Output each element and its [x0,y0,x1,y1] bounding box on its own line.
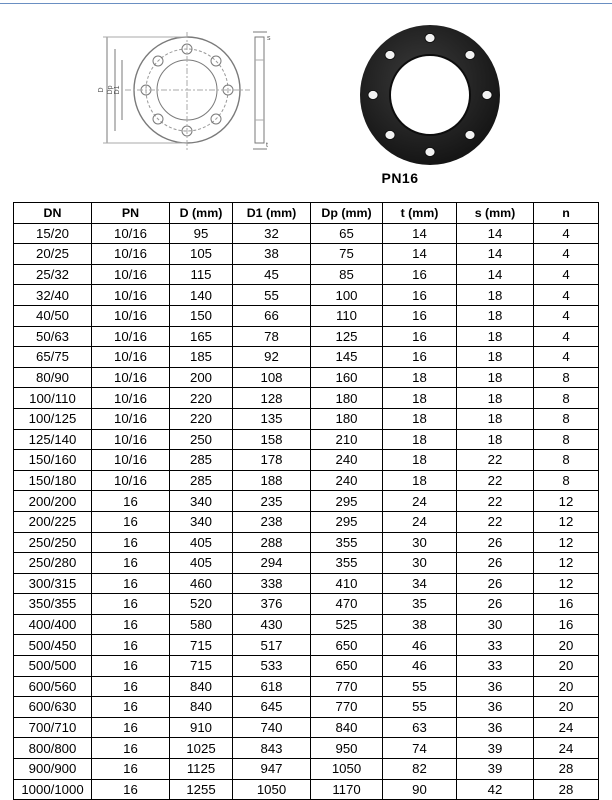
table-cell: 63 [383,717,457,738]
table-cell: 16 [92,614,170,635]
table-cell: 38 [383,614,457,635]
table-cell: 125 [311,326,383,347]
table-cell: 18 [457,408,534,429]
table-cell: 90 [383,779,457,800]
table-cell: 55 [233,285,311,306]
table-cell: 16 [383,326,457,347]
table-cell: 16 [92,532,170,553]
table-cell: 30 [383,532,457,553]
table-cell: 470 [311,594,383,615]
table-row [14,532,599,553]
table-cell: 250/250 [14,532,92,553]
table-cell: 910 [170,717,233,738]
table-cell: 20 [534,656,599,677]
table-cell: 158 [233,429,311,450]
table-cell: 26 [457,532,534,553]
table-cell: 10/16 [92,470,170,491]
flange-side-view [253,32,267,149]
table-row [14,573,599,594]
table-cell: 8 [534,367,599,388]
column-header-dp: Dp (mm) [311,203,383,224]
table-cell: 18 [383,429,457,450]
table-cell: 580 [170,614,233,635]
table-cell: 618 [233,676,311,697]
table-cell: 235 [233,491,311,512]
table-cell: 400/400 [14,614,92,635]
table-cell: 45 [233,264,311,285]
column-header-s: s (mm) [457,203,534,224]
table-cell: 82 [383,759,457,780]
table-cell: 16 [92,779,170,800]
table-cell: 36 [457,717,534,738]
table-cell: 18 [457,285,534,306]
table-cell: 185 [170,347,233,368]
table-cell: 8 [534,450,599,471]
table-cell: 39 [457,759,534,780]
table-cell: 12 [534,553,599,574]
table-cell: 28 [534,779,599,800]
table-cell: 8 [534,470,599,491]
table-cell: 517 [233,635,311,656]
table-cell: 10/16 [92,244,170,265]
table-cell: 32/40 [14,285,92,306]
table-cell: 12 [534,511,599,532]
table-cell: 10/16 [92,285,170,306]
table-cell: 715 [170,656,233,677]
table-cell: 178 [233,450,311,471]
top-rule [0,3,612,4]
table-row [14,491,599,512]
table-cell: 16 [534,594,599,615]
table-cell: 110 [311,305,383,326]
flange-technical-drawing [95,28,285,158]
table-cell: 22 [457,511,534,532]
table-cell: 65 [311,223,383,244]
table-cell: 18 [457,347,534,368]
table-cell: 210 [311,429,383,450]
table-cell: 34 [383,573,457,594]
table-cell: 26 [457,573,534,594]
table-cell: 24 [383,511,457,532]
table-cell: 115 [170,264,233,285]
column-header-n: n [534,203,599,224]
table-cell: 140 [170,285,233,306]
table-cell: 24 [383,491,457,512]
table-cell: 430 [233,614,311,635]
table-cell: 78 [233,326,311,347]
table-cell: 24 [534,738,599,759]
table-row [14,738,599,759]
flange-dimensions-table [13,202,599,800]
table-row [14,285,599,306]
table-cell: 220 [170,388,233,409]
table-cell: 18 [457,305,534,326]
table-cell: 66 [233,305,311,326]
table-cell: 20 [534,635,599,656]
table-cell: 16 [534,614,599,635]
table-row [14,264,599,285]
table-cell: 1170 [311,779,383,800]
table-cell: 18 [457,367,534,388]
table-cell: 1050 [233,779,311,800]
table-row [14,367,599,388]
table-header-row [14,203,599,224]
table-cell: 405 [170,532,233,553]
table-cell: 4 [534,305,599,326]
table-cell: 220 [170,408,233,429]
flange-photo-icon [355,20,505,170]
table-cell: 1025 [170,738,233,759]
column-header-t: t (mm) [383,203,457,224]
table-cell: 16 [92,676,170,697]
table-row [14,450,599,471]
table-cell: 240 [311,470,383,491]
table-cell: 80/90 [14,367,92,388]
table-cell: 16 [383,305,457,326]
table-cell: 1050 [311,759,383,780]
dimension-label-d1: D1 [114,85,121,95]
table-cell: 16 [92,635,170,656]
table-cell: 238 [233,511,311,532]
table-cell: 715 [170,635,233,656]
table-cell: 650 [311,635,383,656]
table-cell: 340 [170,511,233,532]
table-cell: 180 [311,388,383,409]
table-cell: 16 [92,553,170,574]
table-cell: 46 [383,635,457,656]
table-cell: 4 [534,244,599,265]
table-row [14,305,599,326]
table-cell: 39 [457,738,534,759]
table-cell: 18 [383,470,457,491]
table-cell: 338 [233,573,311,594]
table-cell: 85 [311,264,383,285]
table-row [14,779,599,800]
table-cell: 14 [383,244,457,265]
table-cell: 18 [383,367,457,388]
table-cell: 24 [534,717,599,738]
table-cell: 405 [170,553,233,574]
table-cell: 500/500 [14,656,92,677]
table-cell: 10/16 [92,223,170,244]
table-cell: 16 [383,285,457,306]
table-cell: 645 [233,697,311,718]
table-cell: 33 [457,635,534,656]
table-cell: 10/16 [92,367,170,388]
table-cell: 188 [233,470,311,491]
table-cell: 145 [311,347,383,368]
table-cell: 105 [170,244,233,265]
table-cell: 295 [311,491,383,512]
table-cell: 10/16 [92,408,170,429]
table-cell: 16 [383,347,457,368]
table-cell: 200/200 [14,491,92,512]
table-cell: 14 [383,223,457,244]
table-cell: 55 [383,676,457,697]
table-cell: 250/280 [14,553,92,574]
table-row [14,470,599,491]
table-cell: 355 [311,553,383,574]
table-cell: 33 [457,656,534,677]
table-cell: 28 [534,759,599,780]
table-cell: 600/630 [14,697,92,718]
table-row [14,408,599,429]
table-cell: 150 [170,305,233,326]
table-cell: 18 [457,388,534,409]
table-cell: 500/450 [14,635,92,656]
table-cell: 10/16 [92,450,170,471]
table-cell: 16 [92,717,170,738]
table-cell: 128 [233,388,311,409]
table-cell: 74 [383,738,457,759]
table-cell: 4 [534,347,599,368]
side-label-t: t [266,142,268,149]
table-cell: 14 [457,244,534,265]
table-cell: 294 [233,553,311,574]
table-cell: 12 [534,491,599,512]
table-cell: 22 [457,470,534,491]
column-header-d: D (mm) [170,203,233,224]
table-cell: 350/355 [14,594,92,615]
table-body [14,223,599,800]
table-cell: 8 [534,408,599,429]
table-cell: 40/50 [14,305,92,326]
table-cell: 180 [311,408,383,429]
column-header-pn: PN [92,203,170,224]
table-cell: 18 [383,408,457,429]
table-row [14,511,599,532]
table-cell: 16 [92,738,170,759]
table-cell: 12 [534,573,599,594]
table-cell: 295 [311,511,383,532]
table-cell: 32 [233,223,311,244]
dimension-label-dp: Dp [107,85,114,95]
table-cell: 95 [170,223,233,244]
table-row [14,347,599,368]
table-cell: 300/315 [14,573,92,594]
table-cell: 20/25 [14,244,92,265]
table-cell: 8 [534,388,599,409]
table-cell: 16 [92,573,170,594]
table-cell: 650 [311,656,383,677]
table-cell: 16 [92,491,170,512]
table-row [14,326,599,347]
table-cell: 250 [170,429,233,450]
table-cell: 10/16 [92,388,170,409]
table-row [14,635,599,656]
table-cell: 26 [457,553,534,574]
table-cell: 18 [457,429,534,450]
table-cell: 600/560 [14,676,92,697]
table-cell: 770 [311,697,383,718]
table-cell: 18 [383,450,457,471]
table-cell: 150/160 [14,450,92,471]
table-cell: 800/800 [14,738,92,759]
table-row [14,614,599,635]
table-cell: 160 [311,367,383,388]
table-cell: 288 [233,532,311,553]
column-header-d1: D1 (mm) [233,203,311,224]
table-cell: 16 [92,697,170,718]
table-cell: 36 [457,697,534,718]
table-cell: 4 [534,223,599,244]
table-cell: 42 [457,779,534,800]
table-cell: 843 [233,738,311,759]
table-cell: 65/75 [14,347,92,368]
table-cell: 200/225 [14,511,92,532]
table-cell: 20 [534,676,599,697]
table-cell: 460 [170,573,233,594]
table-cell: 840 [170,676,233,697]
table-cell: 150/180 [14,470,92,491]
table-cell: 355 [311,532,383,553]
table-cell: 900/900 [14,759,92,780]
table-cell: 8 [534,429,599,450]
table-cell: 15/20 [14,223,92,244]
table-cell: 16 [92,759,170,780]
table-cell: 46 [383,656,457,677]
table-cell: 50/63 [14,326,92,347]
table-cell: 240 [311,450,383,471]
table-row [14,223,599,244]
table-cell: 1125 [170,759,233,780]
table-cell: 36 [457,676,534,697]
table-cell: 10/16 [92,264,170,285]
dimension-label-d: D [98,87,105,93]
flange-front-view [103,32,250,150]
table-cell: 16 [92,511,170,532]
table-cell: 520 [170,594,233,615]
cut-off-text-remnant [14,771,194,777]
table-cell: 950 [311,738,383,759]
table-row [14,553,599,574]
table-cell: 100 [311,285,383,306]
table-cell: 740 [233,717,311,738]
table-cell: 200 [170,367,233,388]
table-cell: 38 [233,244,311,265]
table-cell: 840 [311,717,383,738]
table-row [14,717,599,738]
table-cell: 16 [92,656,170,677]
table-cell: 26 [457,594,534,615]
table-row [14,697,599,718]
table-cell: 4 [534,326,599,347]
table-cell: 30 [457,614,534,635]
table-cell: 165 [170,326,233,347]
table-cell: 533 [233,656,311,677]
table-cell: 340 [170,491,233,512]
table-cell: 285 [170,450,233,471]
table-cell: 770 [311,676,383,697]
table-cell: 22 [457,450,534,471]
table-cell: 700/710 [14,717,92,738]
table-row [14,656,599,677]
table-cell: 100/125 [14,408,92,429]
table-cell: 16 [383,264,457,285]
table-cell: 25/32 [14,264,92,285]
table-cell: 14 [457,223,534,244]
table-cell: 410 [311,573,383,594]
table-cell: 108 [233,367,311,388]
table-row [14,429,599,450]
table-cell: 18 [457,326,534,347]
table-cell: 10/16 [92,429,170,450]
table-cell: 135 [233,408,311,429]
table-cell: 75 [311,244,383,265]
table-cell: 100/110 [14,388,92,409]
table-row [14,676,599,697]
table-cell: 4 [534,285,599,306]
table-cell: 376 [233,594,311,615]
table-cell: 1255 [170,779,233,800]
table-cell: 20 [534,697,599,718]
table-cell: 92 [233,347,311,368]
table-row [14,594,599,615]
table-cell: 1000/1000 [14,779,92,800]
table-cell: 125/140 [14,429,92,450]
table-cell: 285 [170,470,233,491]
column-header-dn: DN [14,203,92,224]
table-cell: 4 [534,264,599,285]
table-cell: 16 [92,594,170,615]
table-row [14,388,599,409]
table-cell: 22 [457,491,534,512]
table-cell: 10/16 [92,347,170,368]
pressure-rating-caption: PN16 [381,170,419,186]
table-cell: 525 [311,614,383,635]
table-row [14,244,599,265]
table-cell: 18 [383,388,457,409]
table-cell: 35 [383,594,457,615]
table-cell: 55 [383,697,457,718]
table-cell: 30 [383,553,457,574]
table-cell: 947 [233,759,311,780]
side-label-s: s [267,35,271,42]
table-cell: 840 [170,697,233,718]
table-cell: 10/16 [92,326,170,347]
table-cell: 10/16 [92,305,170,326]
table-cell: 12 [534,532,599,553]
table-cell: 14 [457,264,534,285]
